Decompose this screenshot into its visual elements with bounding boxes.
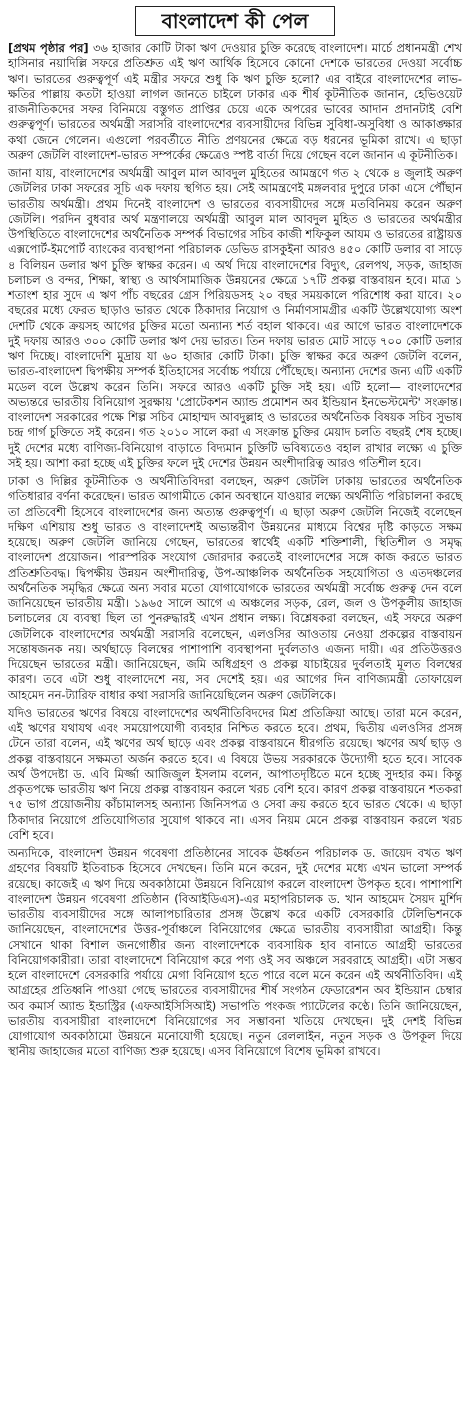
article-paragraph: অন্যদিকে, বাংলাদেশ উন্নয়ন গবেষণা প্রতিষ্ঠানের সাবেক ঊর্ধ্বতন পরিচালক ড. জায়েদ বখত ঋণ গ্রহণের বিষয়টি ইতিবাচক হিসেবে দেখছেন। তিনি মনে করেন, দুই দেশের মধ্যে এখন ভালো সম্পর্ক রয়েছে। কাজেই এ ঋণ দিয়ে অবকাঠামো উন্নয়নে বিনিয়োগ করলে বাংলাদেশ উপকৃত হবে। পাশাপাশি বাংলাদেশ উন্নয়ন গবেষণা প্রতিষ্ঠান (বিআইডিএস)-এর মহাপরিচালক ড. খান আহমেদ সৈয়দ মুর্শিদ ভারতীয় ব্যবসায়ীদের সঙ্গে আলাপচারিতার প্রসঙ্গ উল্লেখ করে একটি বেসরকারি টেলিভিশনকে জানিয়েছেন, বাংলাদেশের উত্তর-পূর্বাঞ্চলে বিনিয়োগের ক্ষেত্রে ভারতীয় ব্যবসায়ীরা আগ্রহী। কিন্তু সেখানে থাকা বিশাল জনগোষ্ঠীর জন্য বাংলাদেশকে ব্যবসায়িক হাব বানাতে আগ্রহী ভারতের বিনিয়োগকারীরা। তারা বাংলাদেশে বিনিয়োগ করে পণ্য ওই সব অঞ্চলে সরবরাহে আগ্রহী। এটা সম্ভব হলে বাংলাদেশে বেসরকারি পর্যায়ে মেগা বিনিয়োগ হতে পারে বলে মনে করেন এই অর্থনীতিবিদ। এই আগ্রহের প্রতিধ্বনি পাওয়া গেছে ভারতের ব্যবসায়ীদের শীর্ষ সংগঠন ফেডারেশন অব ইন্ডিয়ান চেম্বার অব কমার্স অ্যান্ড ইন্ডাস্ট্রির (এফআইসিসিআই) সভাপতি পংকজ প্যাটেলের কণ্ঠে। তিনি জানিয়েছেন, ভারতীয় ব্যবসায়ীরা বাংলাদেশে বিনিয়োগের সব সম্ভাবনা খতিয়ে দেখছেন। দুই দেশই বিভিন্ন যোগাযোগ অবকাঠামো উন্নয়নে মনোযোগী হয়েছে। নতুন রেললাইন, নতুন সড়ক ও উপকূল দিয়ে স্থানীয় জাহাজের মতো বাণিজ্য শুরু হয়েছে। এসব বিনিয়োগে বিশেষ ভূমিকা রাখবে। xyxy=(8,846,462,1059)
headline-text: বাংলাদেশ কী পেল xyxy=(161,9,309,33)
article-paragraph: যদিও ভারতের ঋণের বিষয়ে বাংলাদেশের অর্থনীতিবিদদের মিশ্র প্রতিক্রিয়া আছে। তারা মনে করেন, এই ঋণের যথাযথ এবং সময়োপযোগী ব্যবহার নিশ্চিত করতে হবে। প্রথম, দ্বিতীয় এলওসির প্রসঙ্গ টেনে তারা বলেন, এই ঋণের অর্থ ছাড়ে এবং প্রকল্প বাস্তবায়নে ধীরগতি রয়েছে। ঋণের অর্থ ছাড় ও প্রকল্প বাস্তবায়নে সক্ষমতা অর্জন করতে হবে। এ বিষয়ে উভয় সরকারকে উদ্যোগী হতে হবে। সাবেক অর্থ উপদেষ্টা ড. এবি মির্জ্জা আজিজুল ইসলাম বলেন, আপাতদৃষ্টিতে মনে হচ্ছে সুদহার কম। কিন্তু প্রকৃতপক্ষে ভারতীয় ঋণ নিয়ে প্রকল্প বাস্তবায়ন করলে খরচ বেশি হবে। কারণ প্রকল্প বাস্তবায়নে শতকরা ৭৫ ভাগ প্রয়োজনীয় কাঁচামালসহ অন্যান্য জিনিসপত্র ও সেবা ক্রয় করতে হবে ভারত থেকে। এ ছাড়া ঠিকাদার নিয়োগে প্রতিযোগিতার সুযোগ থাকবে না। এসব নিয়ম মেনে প্রকল্প বাস্তবায়ন করলে খরচ বেশি হবে। xyxy=(8,705,463,842)
paragraph-text: ৩৬ হাজার কোটি টাকা ঋণ দেওয়ার চুক্তি করেছে বাংলাদেশ। মার্চে প্রধানমন্ত্রী শেখ হাসিনার নয়াদিল্লি সফরে প্রতিশ্রুত এই ঋণ আর্থিক হিসেবে কোনো দেশকে ভারতের দেওয়া সর্বোচ্চ ঋণ। ভারতের গুরুত্বপূর্ণ এই মন্ত্রীর সফরে শুধু কি ঋণ চুক্তি হলো? এর বাইরে বাংলাদেশের লাভ-ক্ষতির পাল্লায় কতটা হাওয়া লাগল জানতে চাইলে ঢাকার এক শীর্ষ কূটনীতিক জানান, হেভিওয়েট রাজনীতিকদের সফর বিনিময়ে বস্তুগত প্রাপ্তির চেয়ে একে অপরের ভাবের আদান প্রদানটাই বেশি গুরুত্বপূর্ণ। ভারতের অর্থমন্ত্রী সরাসরি বাংলাদেশের ব্যবসায়ীদের বিভিন্ন সুবিধা-অসুবিধা ও আকাঙ্ক্ষার কথা জেনে গেলেন। এগুলো পরবর্তীতে নীতি প্রণয়নের ক্ষেত্রে বড় ধরনের ভূমিকা রাখে। এ ছাড়া অরুণ জেটলি বাংলাদেশ-ভারত সম্পর্কের ক্ষেত্রেও স্পষ্ট বার্তা দিয়ে গেছেন বলে জানান এ কূটনীতিক। xyxy=(8,41,462,162)
continuation-label: [প্রথম পৃষ্ঠার পর] xyxy=(8,41,89,55)
article-paragraph: জানা যায়, বাংলাদেশের অর্থমন্ত্রী আবুল মাল আবদুল মুহিতের আমন্ত্রণে গত ২ থেকে ৪ জুলাই অরুণ জেটলির ঢাকা সফরের সূচি এক দফায় স্থগিত হয়। সেই আমন্ত্রণেই মঙ্গলবার দুপুরে ঢাকা এসে পৌঁছান ভারতীয় অর্থমন্ত্রী। প্রথম দিনেই বাংলাদেশ ও ভারতের ব্যবসায়ীদের সঙ্গে মতবিনিময় করেন অরুণ জেটলি। পরদিন বুধবার অর্থ মন্ত্রণালয়ে অর্থমন্ত্রী আবুল মাল আবদুল মুহিত ও ভারতের অর্থমন্ত্রীর উপস্থিতিতে বাংলাদেশের অর্থনৈতিক সম্পর্ক বিভাগের সচিব কাজী শফিকুল আযম ও ভারতের রাষ্ট্রায়ত্ত এক্সপোর্ট-ইমপোর্ট ব্যাংকের ব্যবস্থাপনা পরিচালক ডেভিড রাসকুইনা আরও ৪৫০ কোটি ডলার বা সাড়ে ৪ বিলিয়ন ডলার ঋণ চুক্তি স্বাক্ষর করেন। এ অর্থ দিয়ে বাংলাদেশের বিদ্যুৎ, রেলপথ, সড়ক, জাহাজ চলাচল ও বন্দর, শিক্ষা, স্বাস্থ্য ও আর্থসামাজিক উন্নয়নের ক্ষেত্রে ১৭টি প্রকল্প বাস্তবায়ন হবে। মাত্র ১ শতাংশ হার সুদে এ ঋণ পাঁচ বছরের গ্রেস পিরিয়ডসহ ২০ বছর সময়কালে পরিশোধ করা যাবে। ২০ বছরের মধ্যে ফেরত ছাড়াও ভারত থেকে ঠিকাদার নিয়োগ ও নির্মাণসামগ্রীর একটি উল্লেখযোগ্য অংশ দেশটি থেকে ক্রয়সহ আগের চুক্তির মতো অন্যান্য শর্ত বহাল থাকবে। এর আগে ভারত বাংলাদেশকে দুই দফায় আরও ৩০০ কোটি ডলার ঋণ দেয় ভারত। তিন দফায় ভারত মোট সাড়ে ৭০০ কোটি ডলার ঋণ দিচ্ছে। বাংলাদেশি মুদ্রায় যা ৬০ হাজার কোটি টাকা। চুক্তি স্বাক্ষর করে অরুণ জেটলি বলেন, ভারত-বাংলাদেশ দ্বিপক্ষীয় সম্পর্ক ইতিহাসের সর্বোচ্চ পর্যায়ে পৌঁছেছে। অন্যান্য দেশের জন্য এটি একটি মডেল বলে উল্লেখ করেন তিনি। সফরে আরও একটি চুক্তি সই হয়। এটি হলো— বাংলাদেশের অভ্যন্তরে ভারতীয় বিনিয়োগ সুরক্ষায় 'প্রোটেকশন অ্যান্ড প্রমোশন অব ইন্ডিয়ান ইনভেস্টমেন্ট' সংক্রান্ত। বাংলাদেশ সরকারের পক্ষে শিল্প সচিব মোহাম্মদ আবদুল্লাহ ও ভারতের অর্থনৈতিক বিষয়ক সচিব সুভাষ চন্দ্র গার্গ চুক্তিতে সই করেন। গত ২০১০ সালে করা এ সংক্রান্ত চুক্তির মেয়াদ চলতি বছরই শেষ হচ্ছে। দুই দেশের মধ্যে বাণিজ্য-বিনিয়োগ বাড়াতে বিদ্যমান চুক্তিটি ভবিষ্যতেও বহাল রাখার লক্ষ্যে এ চুক্তি সই হয়। আশা করা হচ্ছে এই চুক্তির ফলে দুই দেশের উন্নয়ন অংশীদারিত্ব আরও গতিশীল হবে। xyxy=(8,166,462,470)
headline xyxy=(135,6,335,36)
article-paragraph xyxy=(8,41,462,163)
article-paragraph: ঢাকা ও দিল্লির কূটনীতিক ও অর্থনীতিবিদরা বলছেন, অরুণ জেটলি ঢাকায় ভারতের অর্থনৈতিক গতিধারার বর্ণনা করেছেন। ভারত আগামীতে কোন অবস্থানে যাওয়ার লক্ষ্যে অর্থনীতি পরিচালনা করছে তা প্রতিবেশী হিসেবে বাংলাদেশের জন্য অত্যন্ত গুরুত্বপূর্ণ। এ ছাড়া অরুণ জেটলি নিজেই বলেছেন দক্ষিণ এশিয়ায় শুধু ভারত ও বাংলাদেশই অভ্যন্তরীণ উন্নয়নের মাধ্যমে বিশ্বের দৃষ্টি কাড়তে সক্ষম হয়েছে। অরুণ জেটলি জানিয়ে গেছেন, ভারতের স্বার্থেই একটি শক্তিশালী, স্থিতিশীল ও সমৃদ্ধ বাংলাদেশ প্রয়োজন। পারস্পরিক সংযোগ জোরদার করতেই বাংলাদেশের সঙ্গে কাজ করতে ভারত প্রতিশ্রুতিবদ্ধ। দ্বিপক্ষীয় উন্নয়ন অংশীদারিত্ব, উপ-আঞ্চলিক অর্থনৈতিক সহযোগিতা ও এতদঞ্চলের অর্থনৈতিক সমৃদ্ধির ক্ষেত্রে অন্য সবার মতো যোগাযোগকে ভারতের অর্থমন্ত্রী সর্বোচ্চ গুরুত্ব দেন বলে জানিয়েছেন ভারতীয় মন্ত্রী। ১৯৬৫ সালে আগে এ অঞ্চলের সড়ক, রেল, জল ও উপকূলীয় জাহাজ চলাচলের যে ব্যবস্থা ছিল তা পুনরুদ্ধারই এখন প্রধান লক্ষ্য। বিশ্লেষকরা বলছেন, এই সফরে অরুণ জেটলিকে বাংলাদেশের অর্থমন্ত্রী সরাসরি বলেছেন, এলওসির আওতায় নেওয়া প্রকল্পের বাস্তবায়ন সন্তোষজনক নয়। অর্থছাড়ে বিলম্বের পাশাপাশি ব্যবস্থাপনা দুর্বলতাও এজন্য দায়ী। এর প্রতিউত্তরও দিয়েছেন ভারতের মন্ত্রী। জানিয়েছেন, জমি অধিগ্রহণ ও প্রকল্প যাচাইয়ের দুর্বলতাই মূলত বিলম্বের কারণ। তবে এটা শুধু বাংলাদেশে নয়, সব দেশেই হয়। এর আগের দিন বাণিজ্যমন্ত্রী তোফায়েল আহমেদ নন-ট্যারিফ বাধার কথা সরাসরি জানিয়েছিলেন অরুণ জেটলিকে। xyxy=(8,474,462,702)
